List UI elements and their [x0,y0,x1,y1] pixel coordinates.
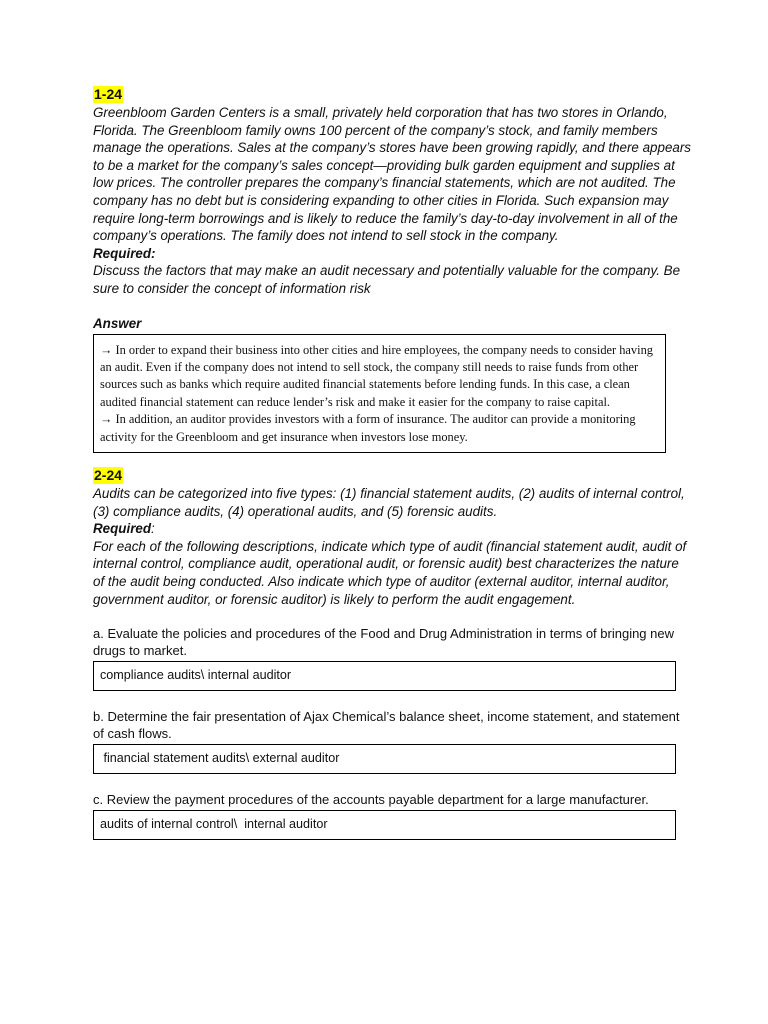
problem-intro: Audits can be categorized into five types: (1) financial statement audits, (2) audits of internal control, (3) compliance audits, (4) operational audits, and (5) forensic audits. [93,485,685,519]
problem-2-24 [93,467,693,840]
required-heading [93,520,693,538]
answer-field-a[interactable]: compliance audits\ internal auditor [93,661,676,691]
problem-number: 1-24 [94,86,123,102]
question-a: a. Evaluate the policies and procedures of the Food and Drug Administration in terms of bringing new drugs to market. [93,626,675,659]
problem-number: 2-24 [94,466,123,483]
answer-paragraph: → In addition, an auditor provides investors with a form of insurance. The auditor can provide a monitoring activity for the Greenbloom and get insurance when investors lose money. [100,412,636,444]
answer-label: Answer [93,315,142,331]
document-page [93,86,693,840]
required-text: Discuss the factors that may make an audit necessary and potentially valuable for the company. Be sure to consider the concept of information risk [93,263,681,296]
required-colon: : [151,521,155,537]
required-label: Required: [93,245,156,261]
answer-paragraph: → In order to expand their business into other cities and hire employees, the company needs to consider having an audit. Even if the company does not intend to sell stock, the company still needs to raise funds from other sources such as banks which require audited financial statements before lending funds. In this case, a clean audited financial statement can reduce lender’s risk and make it easier for the company to raise capital. [100,342,653,409]
required-label: Required [93,521,152,537]
answer-box [93,334,666,453]
answer-field-b[interactable]: financial statement audits\ external auditor [93,744,676,774]
question-c: c. Review the payment procedures of the accounts payable department for a large manufacturer. [93,792,649,808]
question-b: b. Determine the fair presentation of Ajax Chemical’s balance sheet, income statement, and statement of cash flows. [93,709,680,742]
answer-field-c[interactable]: audits of internal control\ internal auditor [93,810,676,840]
problem-body: Greenbloom Garden Centers is a small, privately held corporation that has two stores in Orlando, Florida. The Greenbloom family owns 100 percent of the company’s stock, and family members manage the operations. Sales at the company’s stores have been growing rapidly, and there appears to be a market for the company’s sales concept—providing bulk garden equipment and supplies at low prices. The controller prepares the company’s financial statements, which are not audited. The company has no debt but is considering expanding to other cities in Florida. Such expansion may require long-term borrowings and is likely to reduce the family’s day-to-day involvement in all of the company’s operations. The family does not intend to sell stock in the company. [93,105,691,244]
problem-1-24 [93,86,693,453]
required-text: For each of the following descriptions, indicate which type of audit (financial statement audit, audit of internal control, compliance audit, operational audit, or forensic audit) best characterizes the nature of the audit being conducted. Also indicate which type of auditor (external auditor, internal auditor, government auditor, or forensic auditor) is likely to perform the audit engagement. [93,538,687,607]
